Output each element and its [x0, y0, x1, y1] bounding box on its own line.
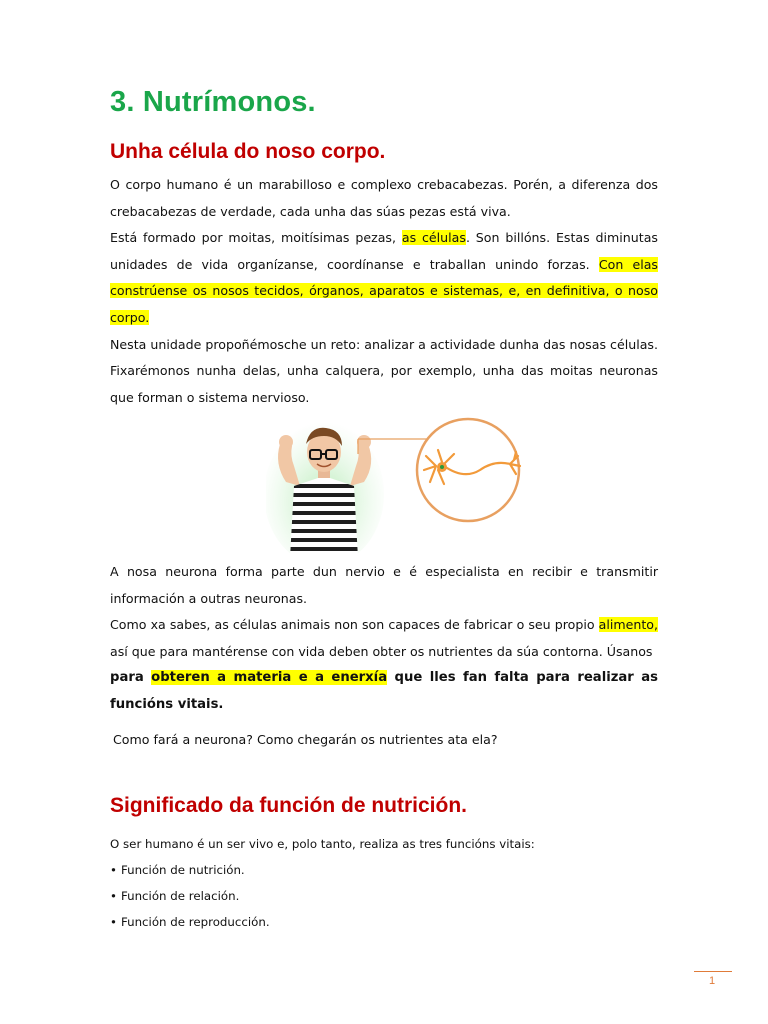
highlight-food: alimento,	[598, 617, 658, 633]
list-item-label: Función de nutrición.	[120, 863, 245, 877]
reflection-question: Como fará a neurona? Como chegarán os nutrientes ata ela?	[113, 732, 498, 747]
list-item	[110, 857, 535, 883]
paragraph-cells	[110, 225, 658, 331]
paragraph-nutrients	[110, 612, 658, 665]
text-span: . Son billóns. Estas diminutas unidades de vida organízanse, coordínanse e traballan unindo forzas.	[110, 230, 658, 272]
paragraph-puzzle: O corpo humano é un marabilloso e complexo crebacabezas. Porén, a diferenza dos crebacabezas de verdade, cada unha das súas pezas está viva.	[110, 177, 658, 219]
list-item-label: Función de relación.	[120, 889, 240, 903]
text-span: para	[110, 670, 152, 686]
boy-neuron-illustration	[266, 414, 528, 558]
text-span: así que para mantérense con vida deben obter os nutrientes da súa contorna. Úsanos	[110, 643, 653, 659]
vital-functions-intro: O ser humano é un ser vivo e, polo tanto, realiza as tres funcións vitais:	[110, 837, 535, 851]
list-item	[110, 909, 535, 935]
page-number: 1	[709, 975, 716, 987]
highlight-cells: as células	[401, 230, 466, 246]
neuron-text-block	[110, 559, 658, 719]
highlight-matter-energy: obteren a materia e a enerxía	[151, 670, 388, 686]
list-item-label: Función de reproducción.	[120, 915, 270, 929]
bullet-symbol: •	[110, 863, 117, 877]
highlight-tissues: Con elas constrúense os nosos tecidos, órganos, aparatos e sistemas, e, en definitiva, o noso corpo.	[110, 256, 658, 325]
section-heading-nutrition: Significado da función de nutrición.	[110, 794, 467, 817]
bullet-symbol: •	[110, 915, 117, 929]
section-heading-cell: Unha célula do noso corpo.	[110, 140, 386, 163]
bullet-symbol: •	[110, 889, 117, 903]
footer-divider	[694, 971, 732, 972]
text-span: Está formado por moitas, moitísimas pezas,	[110, 230, 402, 246]
paragraph-challenge: Nesta unidade propoñémosche un reto: analizar a actividade dunha das nosas células. Fixarémonos nunha delas, unha calquera, por exemplo, unha das moitas neuronas que forman o sistema nervioso.	[110, 336, 658, 405]
list-item	[110, 883, 535, 909]
paragraph-matter-energy	[110, 665, 658, 718]
paragraph-neuron: A nosa neurona forma parte dun nervio e é especialista en recibir e transmitir información a outras neuronas.	[110, 564, 658, 606]
text-span: Como xa sabes, as células animais non son capaces de fabricar o seu propio	[110, 617, 599, 633]
vital-functions-block	[110, 831, 535, 935]
intro-text-block	[110, 172, 658, 411]
text-span: que lles fan falta para realizar as funcións vitais.	[110, 670, 658, 712]
page-title: 3. Nutrímonos.	[110, 86, 316, 118]
